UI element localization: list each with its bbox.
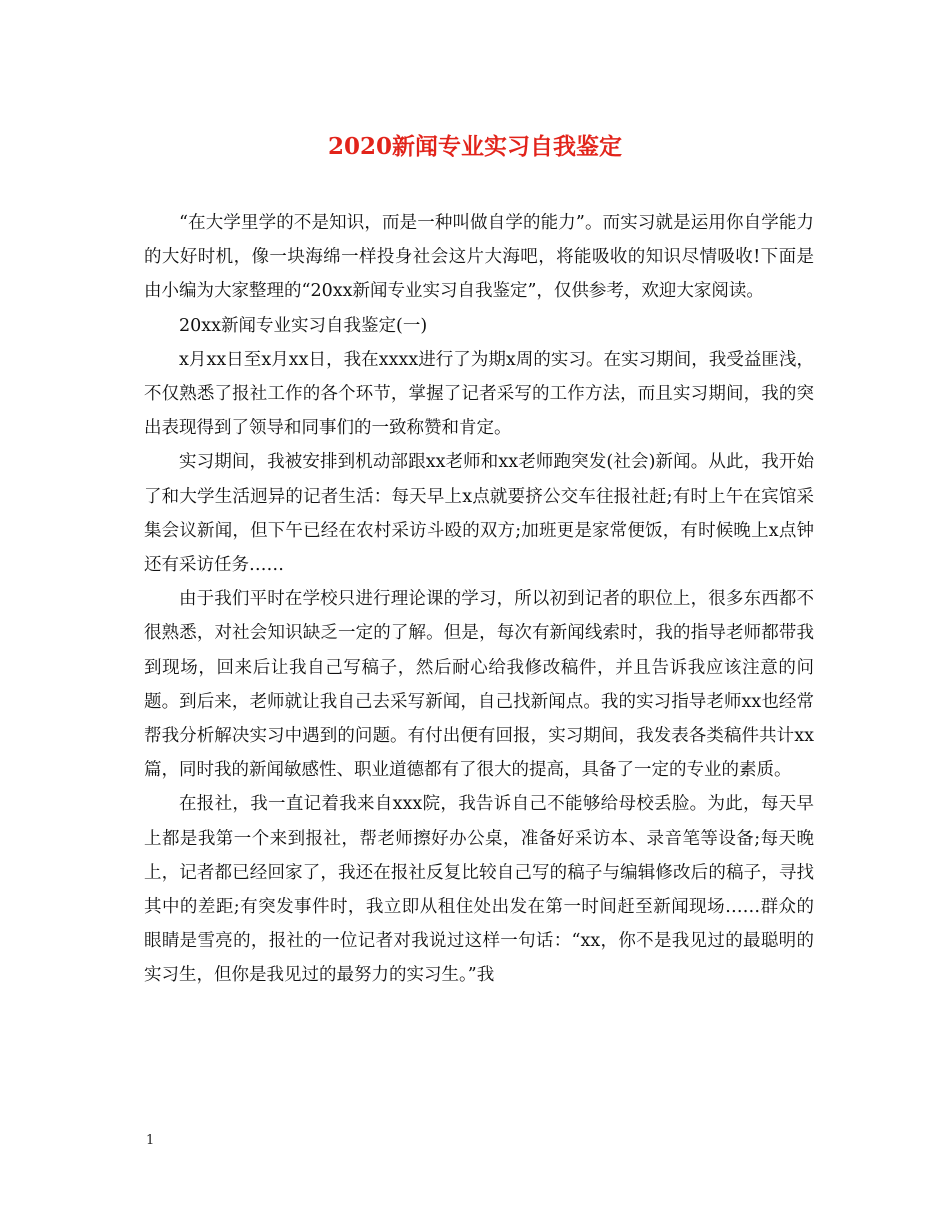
paragraph: x月xx日至x月xx日，我在xxxx进行了为期x周的实习。在实习期间，我受益匪浅，不仅熟悉了报社工作的各个环节，掌握了记者采写的工作方法，而且实习期间，我的突出表现得到了领导和同事们的一致称赞和肯定。 [144,349,814,439]
paragraph-section-heading: 20xx新闻专业实习自我鉴定(一) [179,315,428,336]
page-number: 1 [146,1133,155,1148]
paragraph: 在报社，我一直记着我来自xxx院，我告诉自己不能够给母校丢脸。为此，每天早上都是我第一个来到报社，帮老师擦好办公桌，准备好采访本、录音笔等设备;每天晚上，记者都已经回家了，我还在报社反复比较自己写的稿子与编辑修改后的稿子，寻找其中的差距;有突发事件时，我立即从租住处出发在第一时间赶至新闻现场……群众的眼睛是雪亮的，报社的一位记者对我说过这样一句话：“xx，你不是我见过的最聪明的实习生，但你是我见过的最努力的实习生。”我 [144,794,814,986]
document-body [144,206,814,993]
paragraph-intro: “在大学里学的不是知识，而是一种叫做自学的能力”。而实习就是运用你自学能力的大好时机，像一块海绵一样投身社会这片大海吧，将能吸收的知识尽情吸收!下面是由小编为大家整理的“20xx新闻专业实习自我鉴定”，仅供参考，欢迎大家阅读。 [144,213,814,302]
document-title: 2020新闻专业实习自我鉴定 [327,133,622,160]
paragraph: 实习期间，我被安排到机动部跟xx老师和xx老师跑突发(社会)新闻。从此，我开始了和大学生活迥异的记者生活：每天早上x点就要挤公交车往报社赶;有时上午在宾馆采集会议新闻，但下午已经在农村采访斗殴的双方;加班更是家常便饭，有时候晚上x点钟还有采访任务…… [144,452,814,576]
paragraph: 由于我们平时在学校只进行理论课的学习，所以初到记者的职位上，很多东西都不很熟悉，对社会知识缺乏一定的了解。但是，每次有新闻线索时，我的指导老师都带我到现场，回来后让我自己写稿子，然后耐心给我修改稿件，并且告诉我应该注意的问题。到后来，老师就让我自己去采写新闻，自己找新闻点。我的实习指导老师xx也经常帮我分析解决实习中遇到的问题。有付出便有回报，实习期间，我发表各类稿件共计xx篇，同时我的新闻敏感性、职业道德都有了很大的提高，具备了一定的专业的素质。 [144,589,814,781]
